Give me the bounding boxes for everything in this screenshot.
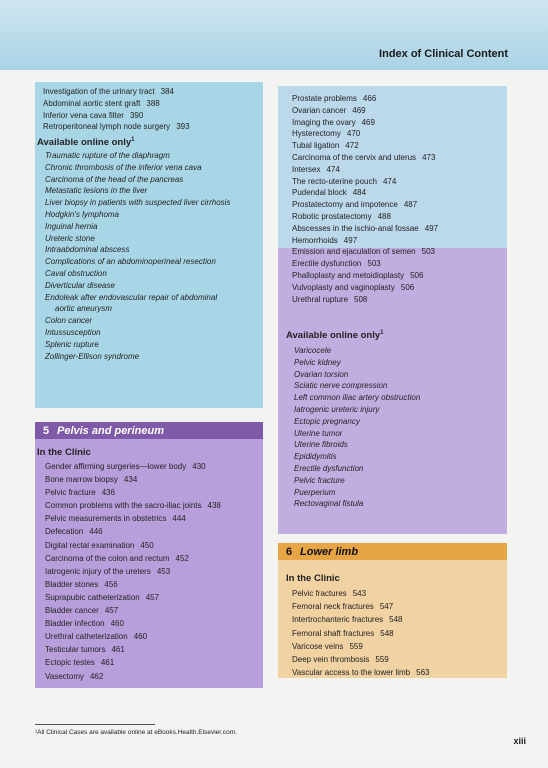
entry-title: Vasectomy bbox=[45, 671, 84, 681]
entry-page: 472 bbox=[345, 141, 359, 151]
entry-page: 547 bbox=[379, 602, 394, 612]
entry-title: Erectile dysfunction bbox=[292, 259, 362, 269]
entry-title: Bone marrow biopsy bbox=[45, 475, 118, 485]
online-entry: Rectovaginal fistula bbox=[294, 499, 364, 509]
index-entry bbox=[292, 613, 429, 626]
entry-page: 466 bbox=[362, 94, 377, 103]
index-entry bbox=[292, 258, 438, 270]
online-entry: Puerperium bbox=[294, 487, 336, 497]
index-entry bbox=[45, 565, 221, 578]
entry-page: 446 bbox=[89, 527, 103, 537]
entry-title: Inferior vena cava filter bbox=[43, 110, 124, 120]
section5-number: 5 bbox=[42, 424, 50, 437]
entry-title: Intertrochanteric fractures bbox=[292, 615, 384, 625]
index-entry bbox=[43, 110, 190, 122]
page-header-title: Index of Clinical Content bbox=[379, 48, 508, 60]
col1-online-heading: Available online only$^1$ bbox=[37, 137, 135, 149]
entry-title: Prostate problems bbox=[292, 94, 357, 103]
entry-title: Prostatectomy and impotence bbox=[292, 200, 398, 210]
entry-page: 488 bbox=[377, 211, 391, 221]
entry-title: Robotic prostatectomy bbox=[292, 211, 372, 221]
online-entry: Sciatic nerve compression bbox=[294, 381, 388, 391]
entry-title: Retroperitoneal lymph node surgery bbox=[43, 122, 171, 132]
section6-bar bbox=[278, 543, 507, 560]
index-entry bbox=[292, 627, 429, 640]
entry-page: 470 bbox=[346, 129, 361, 139]
online-entry: Pelvic fracture bbox=[294, 475, 345, 485]
entry-page: 497 bbox=[343, 235, 358, 245]
online-entry: Inguinal hernia bbox=[45, 221, 98, 231]
index-entry bbox=[45, 591, 221, 604]
online-entry: Epididymitis bbox=[294, 452, 337, 462]
entry-title: Imaging the ovary bbox=[292, 117, 356, 127]
index-entry bbox=[292, 587, 429, 600]
footnote-divider bbox=[35, 724, 155, 725]
entry-page: 474 bbox=[326, 164, 340, 174]
entry-title: Bladder infection bbox=[45, 619, 105, 629]
entry-page: 503 bbox=[367, 259, 381, 269]
entry-page: 388 bbox=[146, 98, 160, 108]
index-entry bbox=[292, 211, 438, 223]
entry-page: 461 bbox=[111, 645, 125, 655]
entry-title: Urethral rupture bbox=[292, 294, 349, 304]
entry-title: Abscesses in the ischio-anal fossae bbox=[292, 223, 419, 233]
page-number: xiii bbox=[513, 736, 526, 746]
index-entry bbox=[45, 499, 221, 512]
online-entry: Colon cancer bbox=[45, 316, 93, 326]
index-entry bbox=[45, 656, 221, 669]
index-entry bbox=[292, 93, 438, 105]
index-entry bbox=[292, 105, 438, 117]
index-entry bbox=[45, 604, 221, 617]
online-entry: aortic aneurysm bbox=[55, 304, 112, 314]
online-entry: Endoleak after endovascular repair of abdominal bbox=[45, 292, 218, 302]
index-entry bbox=[292, 117, 438, 129]
online-entry: Diverticular disease bbox=[45, 280, 115, 290]
index-entry bbox=[292, 223, 438, 235]
entry-title: Bladder cancer bbox=[45, 606, 99, 616]
online-entry: Ureteric stone bbox=[45, 233, 95, 243]
entry-page: 461 bbox=[100, 658, 115, 668]
index-entry bbox=[43, 86, 190, 98]
col2-online-list bbox=[294, 345, 420, 510]
entry-page: 474 bbox=[382, 176, 397, 186]
entry-page: 456 bbox=[104, 579, 118, 589]
entry-page: 393 bbox=[176, 122, 190, 132]
index-entry bbox=[45, 617, 221, 630]
entry-title: Iatrogenic injury of the ureters bbox=[45, 566, 151, 576]
index-entry bbox=[292, 600, 429, 613]
entry-page: 473 bbox=[422, 152, 436, 162]
entry-page: 450 bbox=[140, 540, 154, 550]
entry-title: Pelvic fracture bbox=[45, 488, 96, 498]
section6-clinic-list bbox=[292, 587, 429, 679]
entry-page: 559 bbox=[349, 641, 363, 651]
entry-title: Investigation of the urinary tract bbox=[43, 87, 155, 96]
index-entry bbox=[292, 235, 438, 247]
index-entry bbox=[292, 294, 438, 306]
entry-title: Phalloplasty and metoidioplasty bbox=[292, 270, 405, 280]
index-entry bbox=[292, 152, 438, 164]
index-entry bbox=[292, 128, 438, 140]
entry-page: 469 bbox=[352, 105, 366, 115]
entry-title: Abdominal aortic stent graft bbox=[43, 98, 141, 108]
entry-title: Pudendal block bbox=[292, 188, 347, 198]
online-entry: Metastatic lesions in the liver bbox=[45, 186, 148, 196]
entry-page: 434 bbox=[123, 475, 138, 485]
entry-title: Defecation bbox=[45, 527, 84, 537]
index-entry bbox=[292, 164, 438, 176]
entry-page: 506 bbox=[400, 282, 415, 292]
online-entry: Pelvic kidney bbox=[294, 357, 341, 367]
entry-page: 506 bbox=[410, 270, 424, 280]
entry-title: Testicular tumors bbox=[45, 645, 106, 655]
online-entry: Ovarian torsion bbox=[294, 369, 349, 379]
section5-bar bbox=[35, 422, 263, 439]
index-entry bbox=[43, 98, 190, 110]
entry-title: Urethral catheterization bbox=[45, 632, 128, 642]
entry-page: 462 bbox=[89, 671, 104, 681]
entry-page: 460 bbox=[133, 632, 148, 642]
entry-title: The recto-uterine pouch bbox=[292, 176, 377, 186]
entry-title: Femoral neck fractures bbox=[292, 602, 374, 612]
online-entry: Varicocele bbox=[294, 346, 332, 355]
online-entry: Splenic rupture bbox=[45, 339, 99, 349]
entry-page: 384 bbox=[160, 87, 174, 96]
entry-title: Ovarian cancer bbox=[292, 105, 347, 115]
entry-page: 508 bbox=[354, 294, 368, 304]
index-entry bbox=[45, 460, 221, 473]
online-entry: Traumatic rupture of the diaphragm bbox=[45, 151, 170, 160]
entry-page: 543 bbox=[352, 589, 367, 598]
section5-clinic-list bbox=[45, 460, 221, 683]
index-entry bbox=[292, 246, 438, 258]
index-entry bbox=[45, 486, 221, 499]
online-entry: Iatrogenic ureteric injury bbox=[294, 404, 380, 414]
online-entry: Ectopic pregnancy bbox=[294, 416, 360, 426]
col2-clinic-list bbox=[292, 93, 438, 305]
section5-title: Pelvis and perineum bbox=[57, 424, 164, 437]
entry-page: 390 bbox=[129, 110, 144, 120]
index-entry bbox=[292, 140, 438, 152]
section6-in-clinic-heading: In the Clinic bbox=[286, 573, 340, 584]
online-entry: Left common iliac artery obstruction bbox=[294, 393, 421, 403]
entry-page: 563 bbox=[416, 668, 430, 678]
entry-title: Carcinoma of the colon and rectum bbox=[45, 553, 170, 563]
index-entry bbox=[292, 187, 438, 199]
online-entry: Intraabdominal abscess bbox=[45, 245, 130, 255]
entry-title: Pelvic fractures bbox=[292, 589, 347, 598]
index-entry bbox=[292, 199, 438, 211]
entry-page: 453 bbox=[156, 566, 171, 576]
entry-page: 457 bbox=[104, 606, 119, 616]
entry-title: Vascular access to the lower limb bbox=[292, 668, 411, 678]
online-entry: Uterine fibroids bbox=[294, 440, 348, 450]
entry-page: 487 bbox=[403, 200, 418, 210]
index-entry bbox=[45, 473, 221, 486]
online-entry: Intussusception bbox=[45, 327, 101, 337]
entry-page: 469 bbox=[361, 117, 375, 127]
entry-title: Deep vein thrombosis bbox=[292, 655, 370, 665]
index-entry bbox=[45, 539, 221, 552]
entry-title: Femoral shaft fractures bbox=[292, 628, 375, 638]
online-entry: Carcinoma of the head of the pancreas bbox=[45, 174, 184, 184]
entry-page: 438 bbox=[207, 501, 221, 511]
index-entry bbox=[45, 552, 221, 565]
entry-title: Intersex bbox=[292, 164, 321, 174]
online-entry: Hodgkin's lymphoma bbox=[45, 209, 120, 219]
entry-title: Suprapubic catheterization bbox=[45, 592, 140, 602]
index-entry bbox=[292, 270, 438, 282]
entry-title: Vulvoplasty and vaginoplasty bbox=[292, 282, 395, 292]
entry-page: 503 bbox=[421, 247, 435, 257]
index-entry bbox=[45, 670, 221, 683]
index-entry bbox=[292, 653, 429, 666]
entry-title: Ectopic testes bbox=[45, 658, 95, 668]
footnote: ¹All Clinical Cases are available online at eBooks.Health.Elsevier.com. bbox=[35, 729, 237, 736]
online-entry: Caval obstruction bbox=[45, 268, 107, 278]
entry-title: Carcinoma of the cervix and uterus bbox=[292, 152, 417, 162]
entry-title: Hysterectomy bbox=[292, 129, 341, 139]
entry-title: Digital rectal examination bbox=[45, 540, 135, 550]
entry-page: 548 bbox=[380, 628, 394, 638]
index-entry bbox=[45, 512, 221, 525]
entry-page: 497 bbox=[424, 223, 439, 233]
entry-title: Emission and ejaculation of semen bbox=[292, 247, 416, 257]
section4-clinic-list bbox=[43, 86, 190, 133]
index-entry bbox=[292, 282, 438, 294]
entry-title: Pelvic measurements in obstetrics bbox=[45, 514, 167, 524]
section6-number: 6 bbox=[285, 545, 293, 558]
entry-page: 436 bbox=[101, 488, 116, 498]
online-entry: Uterine tumor bbox=[294, 428, 343, 438]
col2-online-heading: Available online only$^1$ bbox=[286, 330, 384, 342]
entry-page: 460 bbox=[110, 619, 124, 629]
entry-page: 430 bbox=[192, 462, 206, 471]
entry-page: 457 bbox=[145, 592, 160, 602]
index-entry bbox=[292, 640, 429, 653]
index-entry bbox=[45, 630, 221, 643]
entry-page: 452 bbox=[175, 553, 189, 563]
index-entry bbox=[45, 643, 221, 656]
online-entry: Liver biopsy in patients with suspected liver cirrhosis bbox=[45, 198, 231, 208]
entry-title: Common problems with the sacro-iliac joints bbox=[45, 501, 202, 511]
online-entry: Complications of an abdominoperineal resection bbox=[45, 257, 216, 267]
entry-title: Gender affirming surgeries—lower body bbox=[45, 462, 187, 471]
col1-online-list bbox=[45, 150, 230, 362]
index-entry bbox=[292, 666, 429, 679]
online-entry: Zollinger-Ellison syndrome bbox=[45, 351, 140, 361]
entry-title: Hemorrhoids bbox=[292, 235, 338, 245]
entry-page: 444 bbox=[172, 514, 186, 524]
index-entry bbox=[45, 578, 221, 591]
entry-page: 484 bbox=[352, 188, 367, 198]
section6-title: Lower limb bbox=[300, 545, 359, 558]
section5-in-clinic-heading: In the Clinic bbox=[37, 447, 91, 458]
index-entry bbox=[292, 176, 438, 188]
online-entry: Erectile dysfunction bbox=[294, 463, 364, 473]
entry-title: Varicose veins bbox=[292, 641, 344, 651]
index-entry bbox=[45, 525, 221, 538]
entry-page: 548 bbox=[389, 615, 403, 625]
entry-title: Tubal ligation bbox=[292, 141, 340, 151]
entry-page: 559 bbox=[375, 655, 389, 665]
entry-title: Bladder stones bbox=[45, 579, 99, 589]
online-entry: Chronic thrombosis of the inferior vena cava bbox=[45, 162, 202, 172]
index-entry bbox=[43, 121, 190, 133]
